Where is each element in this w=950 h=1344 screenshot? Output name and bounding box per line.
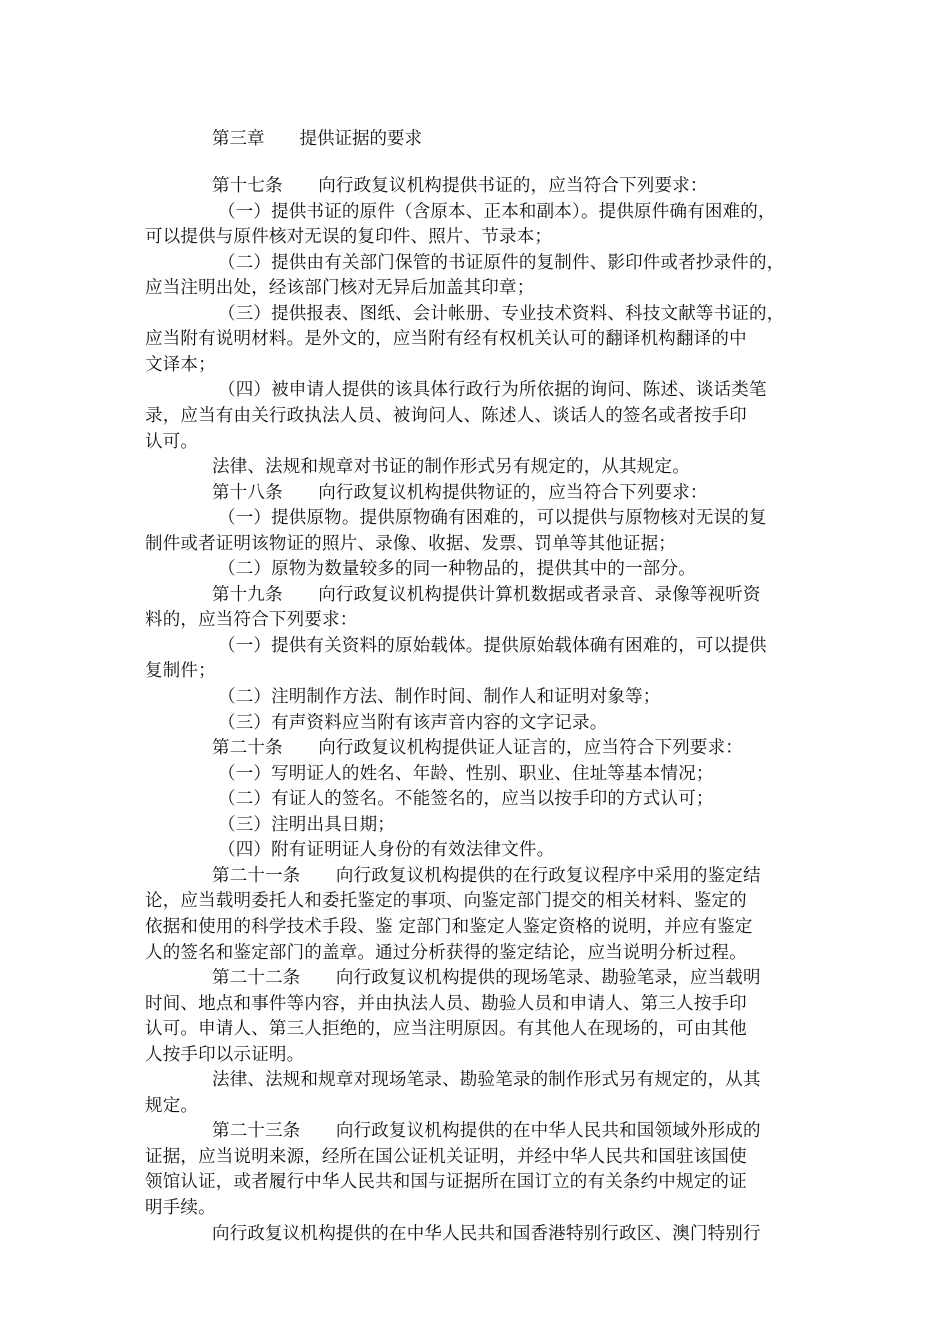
- text-line: 向行政复议机构提供的在中华人民共和国香港特别行政区、澳门特别行: [212, 1223, 761, 1244]
- text-line: （三）提供报表、图纸、会计帐册、专业技术资料、科技文献等书证的，: [218, 303, 785, 324]
- text-line: （二）原物为数量较多的同一种物品的，提供其中的一部分。: [218, 559, 696, 580]
- text-line: （二）注明制作方法、制作时间、制作人和证明对象等；: [218, 687, 661, 707]
- text-line: 明手续。: [145, 1198, 216, 1218]
- text-line: 应当附有说明材料。是外文的，应当附有经有权机关认可的翻译机构翻译的中: [145, 329, 747, 350]
- text-line: 法律、法规和规章对书证的制作形式另有规定的，从其规定。: [212, 457, 690, 478]
- text-line: 第二十三条 向行政复议机构提供的在中华人民共和国领域外形成的: [212, 1121, 761, 1142]
- text-line: （一）写明证人的姓名、年龄、性别、职业、住址等基本情况；: [218, 763, 714, 784]
- text-line: （三）有声资料应当附有该声音内容的文字记录。: [218, 712, 608, 733]
- text-line: （二）有证人的签名。不能签名的，应当以按手印的方式认可；: [218, 789, 714, 810]
- text-line: 文译本；: [145, 354, 216, 375]
- text-line: 应当注明出处，经该部门核对无异后加盖其印章；: [145, 278, 535, 299]
- text-line: （一）提供原物。提供原物确有困难的，可以提供与原物核对无误的复: [218, 508, 767, 529]
- text-line: 法律、法规和规章对现场笔录、勘验笔录的制作形式另有规定的，从其: [212, 1070, 761, 1091]
- text-line: 规定。: [145, 1095, 199, 1116]
- chapter-title: 第三章 提供证据的要求: [212, 129, 422, 149]
- text-line: 第二十一条 向行政复议机构提供的在行政复议程序中采用的鉴定结: [212, 865, 761, 886]
- text-line: 复制件；: [145, 661, 216, 682]
- text-line: 人的签名和鉴定部门的盖章。通过分析获得的鉴定结论，应当说明分析过程。: [145, 942, 747, 963]
- text-line: 第十八条 向行政复议机构提供物证的，应当符合下列要求：: [212, 482, 708, 503]
- text-line: 第二十二条 向行政复议机构提供的现场笔录、勘验笔录，应当载明: [212, 968, 761, 989]
- text-line: （四）附有证明证人身份的有效法律文件。: [218, 840, 555, 861]
- text-line: （二）提供由有关部门保管的书证原件的复制件、影印件或者抄录件的，: [218, 252, 785, 273]
- text-line: 人按手印以示证明。: [145, 1044, 305, 1065]
- text-line: 制件或者证明该物证的照片、录像、收据、发票、罚单等其他证据；: [145, 533, 676, 554]
- text-line: 录，应当有由关行政执法人员、被询问人、陈述人、谈话人的签名或者按手印: [145, 405, 747, 426]
- text-line: （一）提供有关资料的原始载体。提供原始载体确有困难的，可以提供: [218, 635, 767, 656]
- text-line: （一）提供书证的原件（含原本、正本和副本）。提供原件确有困难的，: [218, 201, 776, 222]
- text-line: 认可。: [145, 431, 199, 452]
- text-line: 第二十条 向行政复议机构提供证人证言的，应当符合下列要求：: [212, 738, 743, 759]
- text-line: （三）注明出具日期；: [218, 814, 395, 835]
- text-line: 第十九条 向行政复议机构提供计算机数据或者录音、录像等视听资: [212, 584, 761, 605]
- text-line: 论，应当载明委托人和委托鉴定的事项、向鉴定部门提交的相关材料、鉴定的: [145, 891, 747, 912]
- text-line: 时间、地点和事件等内容，并由执法人员、勘验人员和申请人、第三人按手印: [145, 993, 747, 1014]
- text-line: 证据，应当说明来源，经所在国公证机关证明，并经中华人民共和国驻该国使: [145, 1146, 747, 1167]
- text-line: （四）被申请人提供的该具体行政行为所依据的询问、陈述、谈话类笔: [218, 380, 767, 401]
- text-line: 第十七条 向行政复议机构提供书证的，应当符合下列要求：: [212, 176, 708, 196]
- text-line: 可以提供与原件核对无误的复印件、照片、节录本；: [145, 227, 553, 248]
- text-line: 依据和使用的科学技术手段、鉴 定部门和鉴定人鉴定资格的说明，并应有鉴定: [145, 916, 753, 937]
- text-line: 领馆认证，或者履行中华人民共和国与证据所在国订立的有关条约中规定的证: [145, 1172, 747, 1193]
- text-line: 认可。申请人、第三人拒绝的，应当注明原因。有其他人在现场的，可由其他: [145, 1019, 747, 1040]
- text-line: 料的，应当符合下列要求：: [145, 610, 358, 631]
